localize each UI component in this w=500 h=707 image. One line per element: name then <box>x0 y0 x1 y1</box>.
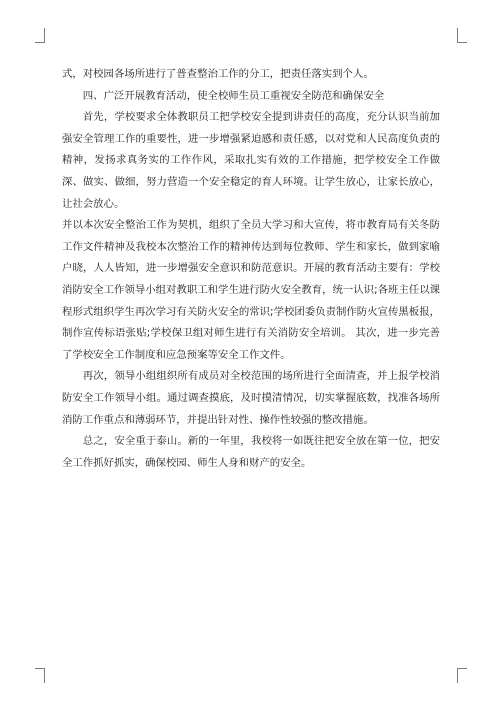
document-body <box>62 64 440 474</box>
paragraph-again: 再次，领导小组组织所有成员对全校范围的场所进行全面清查，并上报学校消防安全工作领导小组。通过调查摸底，及时摸清情况，切实掌握底数，找准各场所消防工作重点和薄弱环节，并提出针对性、操作性较强的整改措施。 <box>62 370 440 426</box>
paragraph-first: 首先，学校要求全体教职员工把学校安全提到讲责任的高度，充分认识当前加强安全管理工作的重要性，进一步增强紧迫感和责任感，以对党和人民高度负责的精神，发扬求真务实的工作作风，采取扎实有效的工作措施，把学校安全工作做深、做实、做细，努力营造一个安全稳定的育人环境。让学生放心，让家长放心，让社会放心。 <box>62 111 440 210</box>
paragraph-continuation: 式，对校园各场所进行了普查整治工作的分工，把责任落实到个人。 <box>62 68 374 80</box>
crop-mark-bottom-right <box>457 668 467 683</box>
crop-mark-top-right <box>457 28 467 43</box>
paragraph-activities: 并以本次安全整治工作为契机，组织了全员大学习和大宣传，将市教育局有关冬防工作文件精神及我校本次整治工作的精神传达到每位教师、学生和家长，做到家喻户晓，人人皆知，进一步增强安全意识和防范意识。开展的教育活动主要有：学校消防安全工作领导小组对教职工和学生进行防火安全教育，统一认识;各班主任以课程形式组织学生再次学习有关防火安全的常识;学校团委负责制作防火宣传黑板报，制作宣传标语张贴;学校保卫组对师生进行有关消防安全培训。 其次，进一步完善了学校安全工作制度和应急预案等安全工作文件。 <box>62 219 440 361</box>
paragraph-summary: 总之，安全重于泰山。新的一年里，我校将一如既往把安全放在第一位，把安全工作抓好抓实，确保校园、师生人身和财产的安全。 <box>62 435 440 469</box>
crop-mark-top-left <box>35 28 45 43</box>
section-heading: 四、广泛开展教育活动，使全校师生员工重视安全防范和确保安全 <box>82 89 385 102</box>
crop-mark-bottom-left <box>35 668 45 683</box>
